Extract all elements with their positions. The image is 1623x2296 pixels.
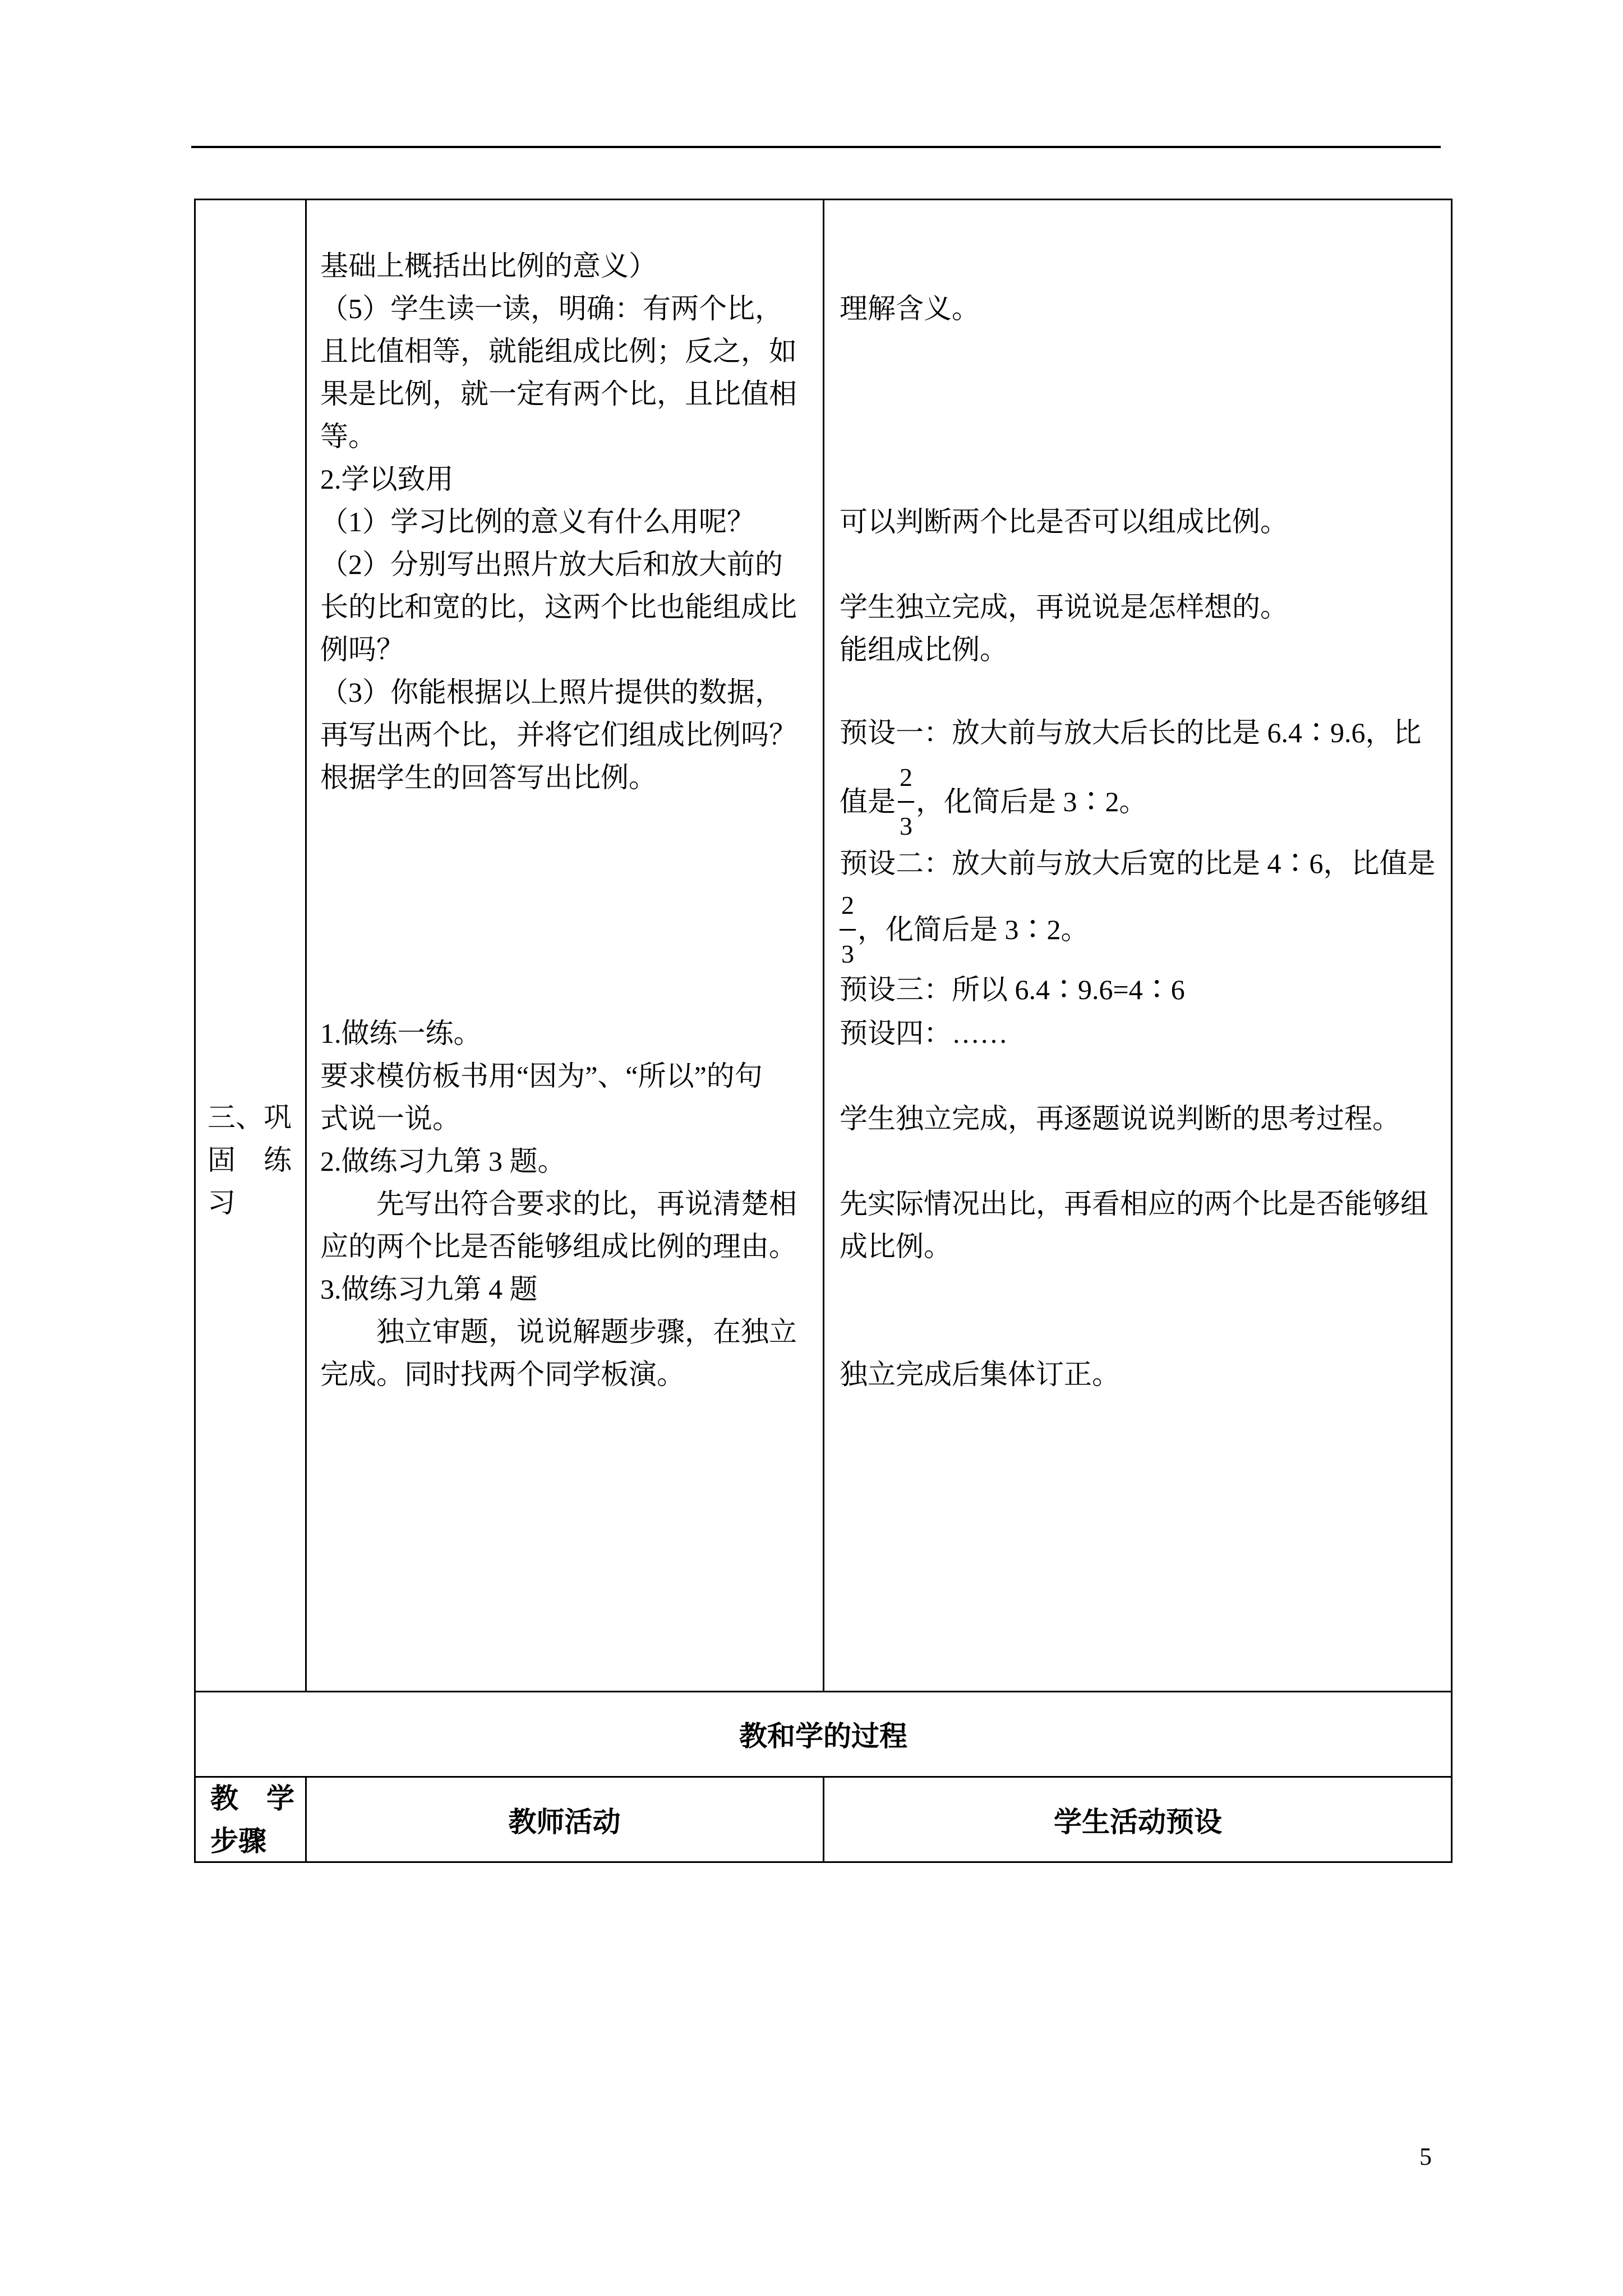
student-activity-line (840, 1012, 1008, 1055)
teacher-activity-line: 应的两个比是否能够组成比例的理由。 (320, 1231, 797, 1262)
teacher-activity-line: （1）学习比例的意义有什么用呢？ (320, 506, 755, 537)
column-header-step (194, 1777, 306, 1863)
section-title: 教和学的过程 (739, 1720, 907, 1752)
student-activity-text: 预设四：…… (840, 1018, 1008, 1049)
student-activity-line (840, 890, 1089, 968)
teacher-activity-line: 1.做练一练。 (320, 1018, 482, 1049)
student-activity-line (840, 1097, 1400, 1140)
teacher-activity-block (320, 245, 797, 799)
fraction (840, 890, 856, 970)
teacher-activity-cell (306, 199, 823, 1691)
student-activity-line (840, 1225, 952, 1268)
student-activity-text: 可以判断两个比是否可以组成比例。 (840, 506, 1288, 537)
teacher-activity-line: 基础上概括出比例的意义） (320, 250, 657, 282)
fraction-numerator: 2 (900, 762, 912, 792)
teacher-activity-line: 先写出符合要求的比，再说清楚相 (376, 1188, 797, 1220)
teacher-activity-line: 要求模仿板书用“因为”、“所以”的句 (320, 1060, 763, 1092)
lesson-table (194, 199, 1453, 1863)
column-header-student (823, 1777, 1453, 1863)
section-title-row (194, 1691, 1453, 1777)
teacher-activity-line: 完成。同时找两个同学板演。 (320, 1359, 685, 1390)
student-activity-line (840, 586, 1288, 628)
student-activity-text: 学生独立完成，再逐题说说判断的思考过程。 (840, 1103, 1400, 1134)
teacher-activity-line: 且比值相等，就能组成比例；反之，如 (320, 335, 797, 367)
student-activity-text: 预设二：放大前与放大后宽的比是 4∶6，比值是 (840, 848, 1436, 879)
fraction-denominator: 3 (841, 939, 854, 968)
column-header-step-line: 步骤 (210, 1825, 266, 1857)
teacher-activity-block (320, 1012, 797, 1396)
student-activity-line (840, 842, 1436, 885)
teacher-activity-line: 3.做练习九第 4 题 (320, 1273, 538, 1305)
student-activity-line (840, 287, 980, 330)
column-header-teacher (306, 1777, 823, 1863)
student-activity-line (840, 968, 1185, 1011)
teacher-activity-line: （3）你能根据以上照片提供的数据， (320, 677, 783, 708)
teacher-activity-line: 根据学生的回答写出比例。 (320, 762, 657, 793)
teacher-activity-line: （2）分别写出照片放大后和放大前的 (320, 549, 783, 580)
page-number: 5 (1419, 2143, 1432, 2170)
student-activity-text: ，化简后是 3∶2。 (857, 914, 1089, 945)
student-activity-text: 成比例。 (840, 1231, 952, 1262)
teacher-activity-line: 独立审题，说说解题步骤，在独立 (376, 1316, 797, 1347)
student-activity-text: 预设三：所以 6.4∶9.6=4∶6 (840, 974, 1185, 1005)
step-label-line: 习 (208, 1187, 236, 1218)
student-activity-line (840, 1353, 1120, 1396)
teacher-activity-line: （5）学生读一读，明确：有两个比， (320, 293, 783, 324)
student-activity-text: 预设一：放大前与放大后长的比是 6.4∶9.6，比 (840, 717, 1422, 748)
step-label-line: 三、巩 (208, 1102, 292, 1133)
student-activity-line (840, 628, 1008, 671)
student-activity-line (840, 762, 1147, 840)
fraction-numerator: 2 (841, 890, 854, 919)
student-activity-text: ，化简后是 3∶2。 (916, 786, 1147, 817)
step-label (208, 1096, 292, 1224)
student-activity-line (840, 711, 1422, 754)
teacher-activity-line: 例吗？ (320, 634, 404, 665)
teacher-activity-line: 长的比和宽的比，这两个比也能组成比 (320, 591, 797, 623)
column-header-teacher-label: 教师活动 (508, 1806, 621, 1838)
column-header-student-label: 学生活动预设 (1054, 1806, 1222, 1838)
header-rule (191, 146, 1441, 148)
student-activity-text: 独立完成后集体订正。 (840, 1359, 1120, 1390)
student-activity-text: 理解含义。 (840, 293, 980, 324)
student-activity-text: 学生独立完成，再说说是怎样想的。 (840, 591, 1288, 623)
teacher-activity-line: 2.做练习九第 3 题。 (320, 1145, 566, 1177)
step-label-line: 固 练 (208, 1144, 292, 1176)
teacher-activity-line: 等。 (320, 421, 376, 452)
student-activity-cell (823, 199, 1453, 1691)
student-activity-line (840, 500, 1288, 543)
step-cell (194, 199, 306, 1691)
student-activity-text: 值是 (840, 786, 896, 817)
teacher-activity-line: 式说一说。 (320, 1103, 460, 1134)
teacher-activity-line: 2.学以致用 (320, 463, 454, 495)
fraction (898, 762, 914, 842)
student-activity-text: 先实际情况出比，再看相应的两个比是否能够组 (840, 1188, 1428, 1220)
student-activity-line (840, 1182, 1428, 1225)
student-activity-text: 能组成比例。 (840, 634, 1008, 665)
teacher-activity-line: 果是比例，就一定有两个比，且比值相 (320, 378, 797, 409)
fraction-denominator: 3 (900, 811, 912, 840)
column-header-step-line: 教 学 (210, 1783, 294, 1814)
teacher-activity-line: 再写出两个比，并将它们组成比例吗？ (320, 719, 797, 751)
